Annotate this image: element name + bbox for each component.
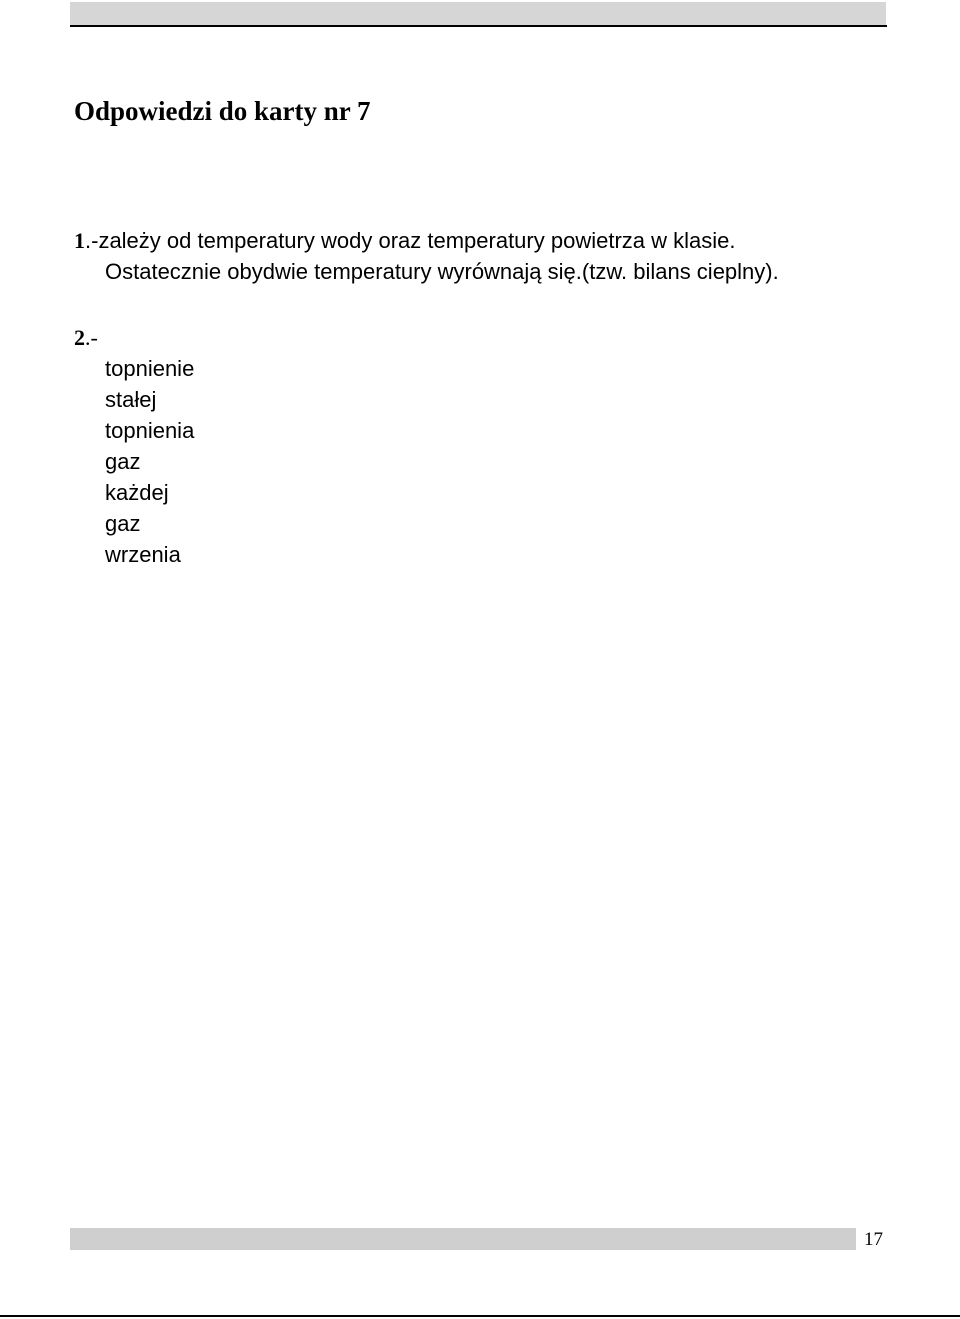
footer-band: [70, 1228, 856, 1250]
page-title: Odpowiedzi do karty nr 7: [74, 96, 371, 126]
list-item: gaz: [105, 449, 141, 474]
answer-1: [74, 225, 779, 287]
answer-1-text: .-zależy od temperatury wody oraz temperatury powietrza w klasie.: [85, 228, 736, 253]
answer-1-line-1: [74, 225, 779, 256]
list-item: topnienie: [105, 356, 195, 381]
page-number: 17: [864, 1229, 883, 1250]
list-item: wrzenia: [105, 542, 181, 567]
answer-1-line-2: Ostatecznie obydwie temperatury wyrównają się.(tzw. bilans cieplny).: [105, 259, 779, 284]
answer-2-lead: .-: [85, 325, 98, 350]
list-item: stałej: [105, 387, 157, 412]
answer-2-number: 2: [74, 325, 85, 350]
bottom-rule: [0, 1315, 960, 1317]
answer-2: [74, 322, 194, 570]
header-rule: [70, 25, 887, 27]
header-band: [70, 2, 886, 26]
answer-2-line-1: [74, 322, 194, 353]
list-item: każdej: [105, 480, 169, 505]
list-item: topnienia: [105, 418, 195, 443]
answer-2-word-list: [74, 353, 194, 570]
list-item: gaz: [105, 511, 141, 536]
answer-1-number: 1: [74, 228, 85, 253]
